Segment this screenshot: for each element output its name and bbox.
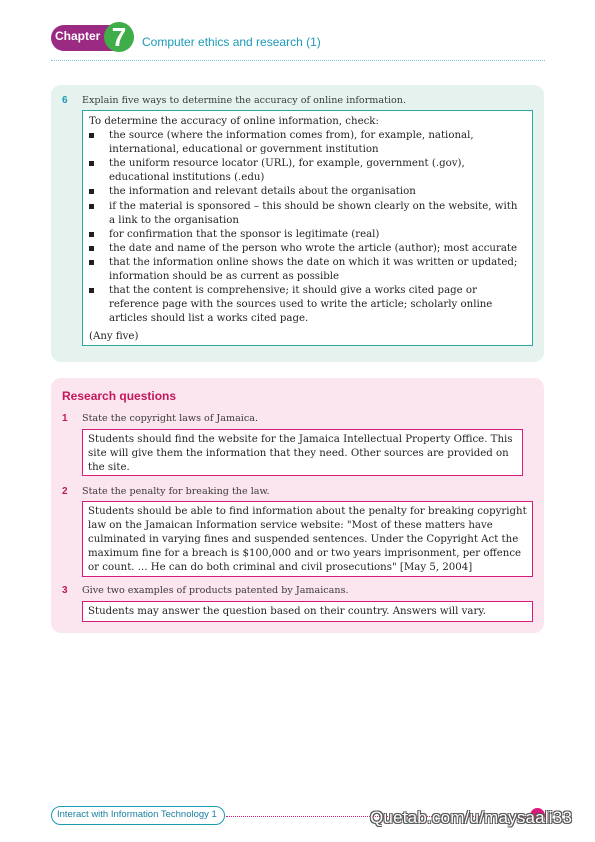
- bullet-icon: [89, 133, 94, 138]
- bullet-icon: [89, 161, 94, 166]
- research-heading: Research questions: [62, 389, 177, 403]
- header-divider: [51, 60, 545, 61]
- question-prompt: State the copyright laws of Jamaica.: [82, 413, 259, 424]
- list-item: if the material is sponsored – this should be shown clearly on the website, with a link to the organisation: [89, 200, 526, 228]
- question-number: 3: [62, 585, 68, 596]
- question-prompt: Give two examples of products patented by Jamaicans.: [82, 585, 349, 596]
- bullet-icon: [89, 232, 94, 237]
- list-item: that the content is comprehensive; it should give a works cited page or reference page with the sources used to write the article; scholarly online articles should list a works cited page.: [89, 284, 526, 326]
- list-item: the information and relevant details about the organisation: [89, 185, 526, 199]
- watermark: Quetab.com/u/maysaali33: [370, 808, 573, 827]
- chapter-label: Chapter: [55, 29, 101, 43]
- question-number: 6: [62, 95, 68, 106]
- answer-note: (Any five): [89, 331, 139, 343]
- list-item: the date and name of the person who wrote the article (author); most accurate: [89, 242, 526, 256]
- question-6-answer-box: [82, 110, 533, 346]
- answer-bullet-list: [89, 129, 526, 326]
- answer-intro: To determine the accuracy of online information, check:: [89, 116, 379, 127]
- list-item: the source (where the information comes from), for example, national, international, educational or government institution: [89, 129, 526, 157]
- bullet-icon: [89, 288, 94, 293]
- list-item: for confirmation that the sponsor is legitimate (real): [89, 228, 526, 242]
- bullet-icon: [89, 246, 94, 251]
- bullet-icon: [89, 260, 94, 265]
- list-item: the uniform resource locator (URL), for example, government (.gov), educational institutions (.edu): [89, 157, 526, 185]
- footer-book-title: Interact with Information Technology 1: [57, 809, 217, 820]
- bullet-icon: [89, 189, 94, 194]
- research-answer-2: Students should be able to find information about the penalty for breaking copyright law on the Jamaican Information service website: "Most of these matters have culminated in varying fines and suspended sentences. Under the Copyright Act the maximum fine for a breach is $100,000 and or two years imprisonment, per offence or count. ... He can do both criminal and civil prosecutions" [May 5, 2004]: [82, 501, 533, 577]
- research-answer-3: Students may answer the question based on their country. Answers will vary.: [82, 601, 533, 622]
- bullet-icon: [89, 204, 94, 209]
- chapter-number: 7: [111, 22, 127, 52]
- question-prompt: State the penalty for breaking the law.: [82, 486, 270, 497]
- question-number: 1: [62, 413, 68, 424]
- list-item: that the information online shows the date on which it was written or updated; information should be as current as possible: [89, 256, 526, 284]
- page-title: Computer ethics and research (1): [142, 35, 321, 49]
- question-number: 2: [62, 486, 68, 497]
- question-prompt: Explain five ways to determine the accuracy of online information.: [82, 95, 407, 106]
- research-answer-1: Students should find the website for the Jamaica Intellectual Property Office. This site will give them the information that they need. Other sources are provided on the site.: [82, 429, 523, 476]
